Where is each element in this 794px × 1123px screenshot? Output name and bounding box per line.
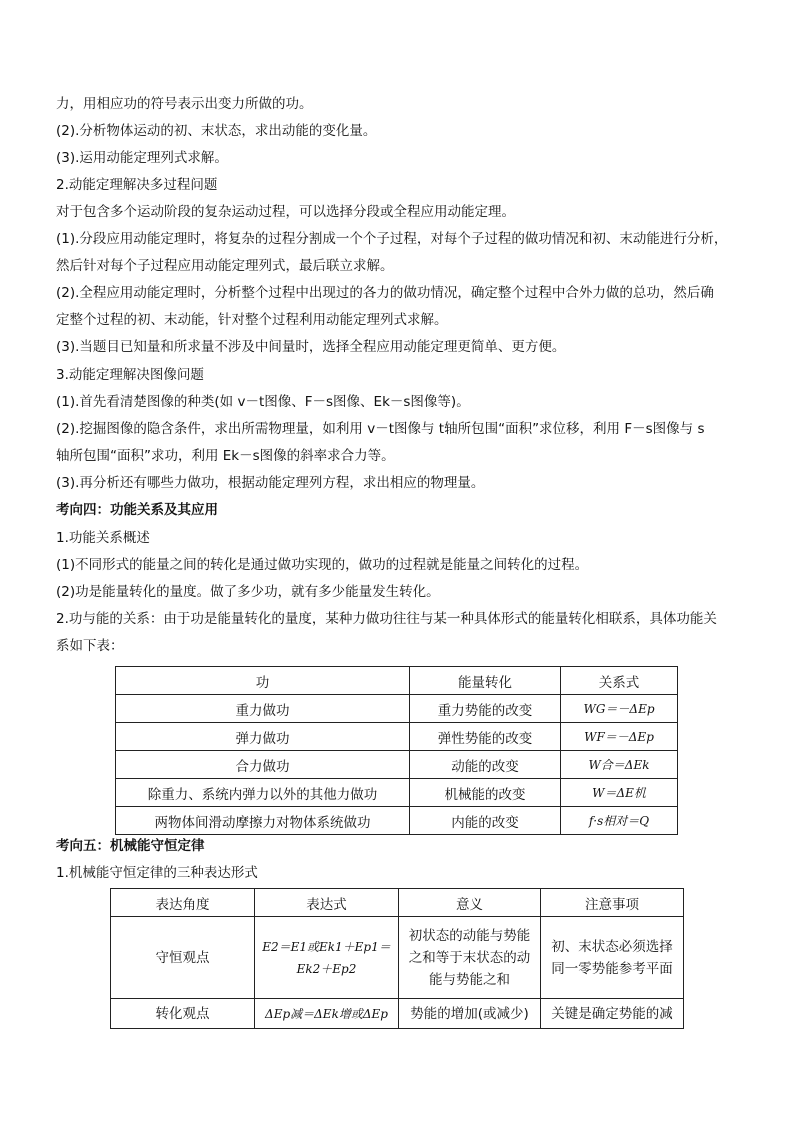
- text-line: 然后针对每个子过程应用动能定理列式，最后联立求解。: [56, 258, 394, 274]
- text-line: (2).分析物体运动的初、末状态，求出动能的变化量。: [56, 123, 377, 139]
- table-cell: 弹性势能的改变: [410, 723, 561, 751]
- table-row: [111, 999, 684, 1029]
- text-line: (2)功是能量转化的量度。做了多少功，就有多少能量发生转化。: [56, 584, 440, 600]
- text-line: 力，用相应功的符号表示出变力所做的功。: [56, 96, 313, 112]
- table-row: [111, 917, 684, 999]
- text-line: (3).当题目已知量和所求量不涉及中间量时，选择全程应用动能定理更简单、更方便。: [56, 339, 566, 355]
- table-cell: 动能的改变: [410, 751, 561, 779]
- table-cell: 除重力、系统内弹力以外的其他力做功: [116, 779, 410, 807]
- work-energy-table: [115, 666, 678, 835]
- text-line: (3).运用动能定理列式求解。: [56, 150, 228, 166]
- text-line: (2).挖掘图像的隐含条件，求出所需物理量，如利用 v－t图像与 t轴所包围“面积”求位移，利用 F－s图像与 s: [56, 421, 705, 437]
- text-line: (2).全程应用动能定理时，分析整个过程中出现过的各力的做功情况，确定整个过程中合外力做的总功，然后确: [56, 285, 714, 301]
- text-line: (1)不同形式的能量之间的转化是通过做功实现的，做功的过程就是能量之间转化的过程。: [56, 557, 589, 573]
- section-heading: 1.机械能守恒定律的三种表达形式: [56, 865, 258, 881]
- text-line: (1).分段应用动能定理时，将复杂的过程分割成一个个子过程，对每个子过程的做功情况和初、末动能进行分析，: [56, 231, 728, 247]
- table-row: [116, 723, 678, 751]
- table-row: [116, 751, 678, 779]
- table-cell: W＝ΔE机: [561, 779, 678, 807]
- text-line: (1).首先看清楚图像的种类(如 v－t图像、F－s图像、Ek－s图像等)。: [56, 394, 470, 410]
- table-cell: WF＝－ΔEp: [561, 723, 678, 751]
- text-line: 2.功与能的关系：由于功是能量转化的量度，某种力做功往往与某一种具体形式的能量转化相联系，具体功能关: [56, 611, 717, 627]
- table-cell: 关键是确定势能的减: [541, 999, 684, 1029]
- section-title: 考向四：功能关系及其应用: [56, 502, 218, 518]
- table-cell: 重力势能的改变: [410, 695, 561, 723]
- section-heading: 2.动能定理解决多过程问题: [56, 177, 218, 193]
- table-header: 关系式: [561, 667, 678, 695]
- table-header-row: [111, 889, 684, 917]
- table-cell: 内能的改变: [410, 807, 561, 835]
- table-cell: ΔEp减＝ΔEk增或ΔEp: [255, 999, 399, 1029]
- conservation-table: [110, 888, 684, 1029]
- table-cell: f·s相对＝Q: [561, 807, 678, 835]
- table-row: [116, 779, 678, 807]
- table-cell: 势能的增加(或减少): [399, 999, 541, 1029]
- table-cell: 两物体间滑动摩擦力对物体系统做功: [116, 807, 410, 835]
- table-header: 意义: [399, 889, 541, 917]
- table-header-row: [116, 667, 678, 695]
- text-line: 轴所包围“面积”求功，利用 Ek－s图像的斜率求合力等。: [56, 448, 395, 464]
- table-header: 表达式: [255, 889, 399, 917]
- table-cell: 初、末状态必须选择同一零势能参考平面: [541, 917, 684, 999]
- text-line: (3).再分析还有哪些力做功，根据动能定理列方程，求出相应的物理量。: [56, 475, 485, 491]
- table-cell: 转化观点: [111, 999, 255, 1029]
- table-cell: 合力做功: [116, 751, 410, 779]
- table-cell: 弹力做功: [116, 723, 410, 751]
- table-cell: 重力做功: [116, 695, 410, 723]
- table-cell: WG＝－ΔEp: [561, 695, 678, 723]
- section-title: 考向五：机械能守恒定律: [56, 838, 205, 854]
- table-cell: W合＝ΔEk: [561, 751, 678, 779]
- table-cell: 机械能的改变: [410, 779, 561, 807]
- text-line: 对于包含多个运动阶段的复杂运动过程，可以选择分段或全程应用动能定理。: [56, 204, 515, 220]
- text-line: 系如下表：: [56, 638, 124, 654]
- table-row: [116, 695, 678, 723]
- table-header: 能量转化: [410, 667, 561, 695]
- section-heading: 1.功能关系概述: [56, 530, 150, 546]
- table-cell: E2＝E1或Ek1＋Ep1＝Ek2＋Ep2: [255, 917, 399, 999]
- table-header: 功: [116, 667, 410, 695]
- table-row: [116, 807, 678, 835]
- text-line: 定整个过程的初、末动能，针对整个过程利用动能定理列式求解。: [56, 312, 448, 328]
- table-cell: 守恒观点: [111, 917, 255, 999]
- table-cell: 初状态的动能与势能之和等于末状态的动能与势能之和: [399, 917, 541, 999]
- table-header: 表达角度: [111, 889, 255, 917]
- section-heading: 3.动能定理解决图像问题: [56, 367, 204, 383]
- table-header: 注意事项: [541, 889, 684, 917]
